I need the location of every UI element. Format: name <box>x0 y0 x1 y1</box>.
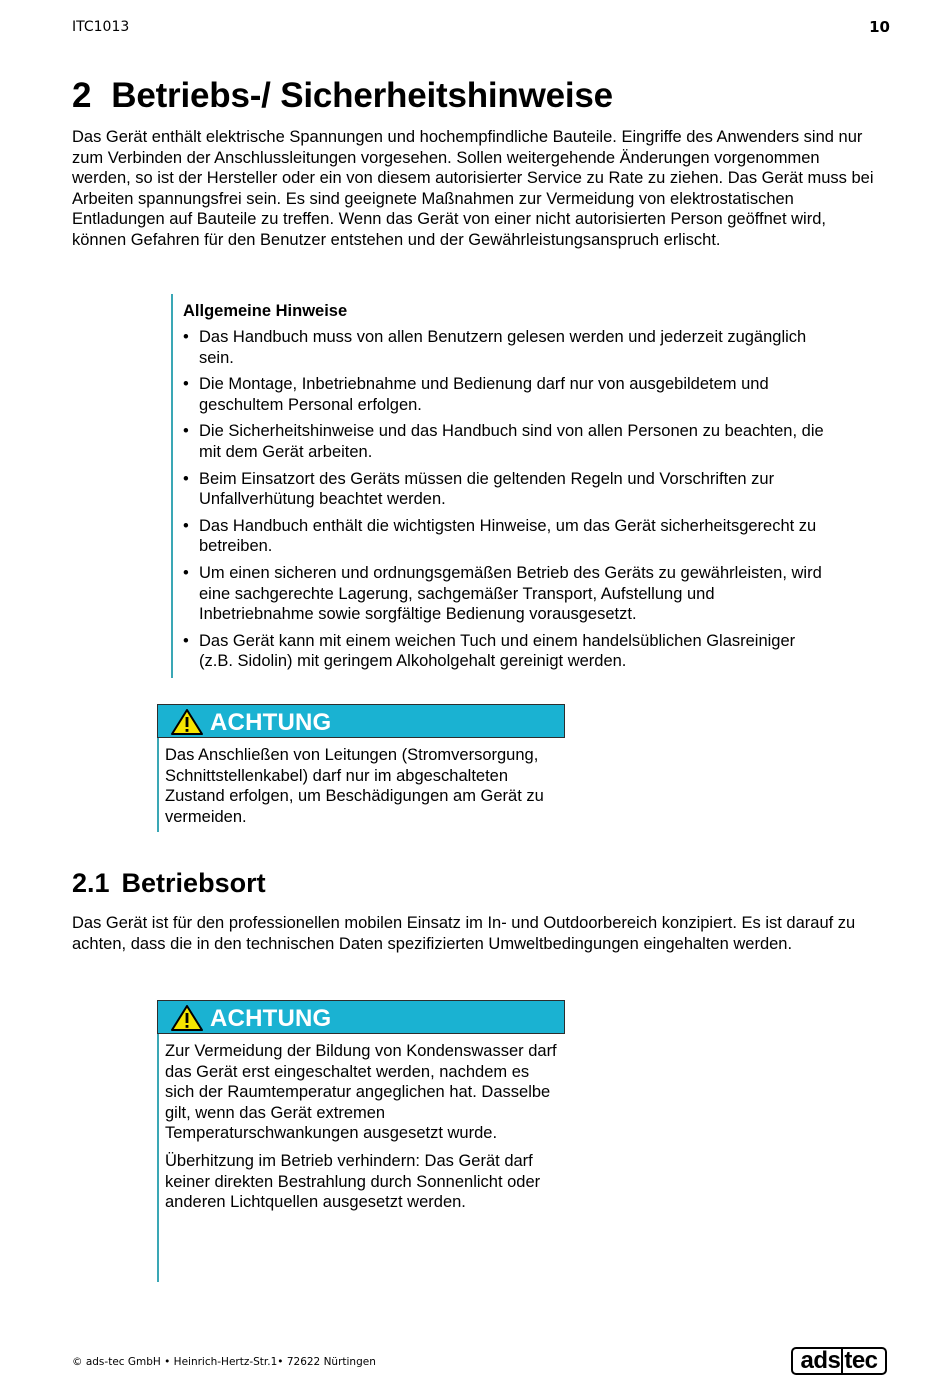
list-item-text: Um einen sicheren und ordnungsgemäßen Betrieb des Geräts zu gewährleisten, wird eine sachgerechte Lagerung, sachgemäßer Transport, Aufstellung und Inbetriebnahme sowie sorgfältige Bedienung vorausgesetzt. <box>199 563 822 624</box>
footer-text: © ads-tec GmbH • Heinrich-Hertz-Str.1• 72622 Nürtingen <box>72 1356 376 1368</box>
warning-label: ACHTUNG <box>210 1005 332 1032</box>
list-item <box>181 631 831 672</box>
subsection-heading <box>72 868 266 899</box>
subsection-text: Das Gerät ist für den professionellen mobilen Einsatz im In- und Outdoorbereich konzipiert. Es ist darauf zu achten, dass die in den technischen Daten spezifizierten Umweltbedingungen eingehalten werden. <box>72 914 856 953</box>
warning-header <box>157 1000 565 1034</box>
warning-triangle-icon <box>170 708 204 736</box>
bullet: • <box>183 375 189 394</box>
document-id: ITC1013 <box>72 19 130 35</box>
list-item <box>181 563 831 625</box>
list-item-text: Das Handbuch enthält die wichtigsten Hinweise, um das Gerät sicherheitsgerecht zu betreiben. <box>199 516 817 556</box>
list-item-text: Das Handbuch muss von allen Benutzern gelesen werden und jederzeit zugänglich sein. <box>199 328 807 367</box>
bullet: • <box>183 631 189 650</box>
list-item-text: Die Montage, Inbetriebnahme und Bedienung darf nur von ausgebildetem und geschultem Personal erfolgen. <box>199 375 769 414</box>
bullet: • <box>183 516 189 535</box>
list-item-text: Beim Einsatzort des Geräts müssen die geltenden Regeln und Vorschriften zur Unfallverhütung beachtet werden. <box>199 469 775 509</box>
warning-body <box>159 1034 565 1213</box>
ads-tec-logo <box>791 1347 887 1375</box>
list-item-text: Die Sicherheitshinweise und das Handbuch sind von allen Personen zu beachten, die mit dem Gerät arbeiten. <box>199 422 824 461</box>
list-item <box>181 516 831 557</box>
warning-triangle-icon <box>170 1004 204 1032</box>
warning-box-condensation <box>157 1000 565 1282</box>
bullet: • <box>183 469 189 488</box>
list-item <box>181 469 831 510</box>
logo-separator <box>841 1347 843 1375</box>
warning-text: Das Anschließen von Leitungen (Stromversorgung, Schnittstellenkabel) darf nur im abgeschalteten Zustand erfolgen, um Beschädigungen am Gerät zu vermeiden. <box>165 746 544 826</box>
subsection-title: Betriebsort <box>121 868 266 898</box>
warning-text: Zur Vermeidung der Bildung von Kondenswasser darf das Gerät erst eingeschaltet werden, nachdem es sich der Raumtemperatur angeglichen hat. Dasselbe gilt, wenn das Gerät extremen Temperaturschwankungen ausgesetzt wurde. <box>165 1042 557 1143</box>
warning-label: ACHTUNG <box>210 709 332 736</box>
section-number: 2 <box>72 76 92 115</box>
subsection-number: 2.1 <box>72 868 110 898</box>
general-notes-title: Allgemeine Hinweise <box>183 302 348 320</box>
general-notes-box <box>171 294 843 678</box>
bullet: • <box>183 563 189 582</box>
logo-text-right: tec <box>844 1347 878 1374</box>
list-item <box>181 374 831 415</box>
list-item <box>181 421 831 462</box>
bullet: • <box>183 422 189 441</box>
page-number: 10 <box>869 18 890 36</box>
warning-body <box>159 738 565 827</box>
section-intro: Das Gerät enthält elektrische Spannungen und hochempfindliche Bauteile. Eingriffe des Anwenders sind nur zum Verbinden der Anschlussleitungen vorgesehen. Sollen weitergehende Änderungen vorgenommen werden, so ist der Hersteller oder ein von diesem autorisierter Service zu Rate zu ziehen. Das Gerät muss bei Arbeiten spannungsfrei sein. Es sind geeignete Maßnahmen zur Vermeidung von elektrostatischen Entladungen auf Bauteile zu treffen. Wenn das Gerät von einer nicht autorisierten Person geöffnet wird, können Gefahren für den Benutzer entstehen und der Gewährleistungsanspruch erlischt. <box>72 128 874 249</box>
section-heading <box>72 76 613 116</box>
list-item <box>181 327 831 368</box>
warning-text: Überhitzung im Betrieb verhindern: Das Gerät darf keiner direkten Bestrahlung durch Sonnenlicht oder anderen Lichtquellen ausgesetzt werden. <box>165 1151 541 1212</box>
general-notes-list <box>181 327 831 678</box>
warning-header <box>157 704 565 738</box>
logo-text-left: ads <box>800 1347 841 1374</box>
list-item-text: Das Gerät kann mit einem weichen Tuch und einem handelsüblichen Glasreiniger (z.B. Sidolin) mit geringem Alkoholgehalt gereinigt werden. <box>199 631 796 671</box>
warning-box-connection <box>157 704 565 832</box>
bullet: • <box>183 328 189 346</box>
section-title: Betriebs-/ Sicherheitshinweise <box>111 76 613 115</box>
